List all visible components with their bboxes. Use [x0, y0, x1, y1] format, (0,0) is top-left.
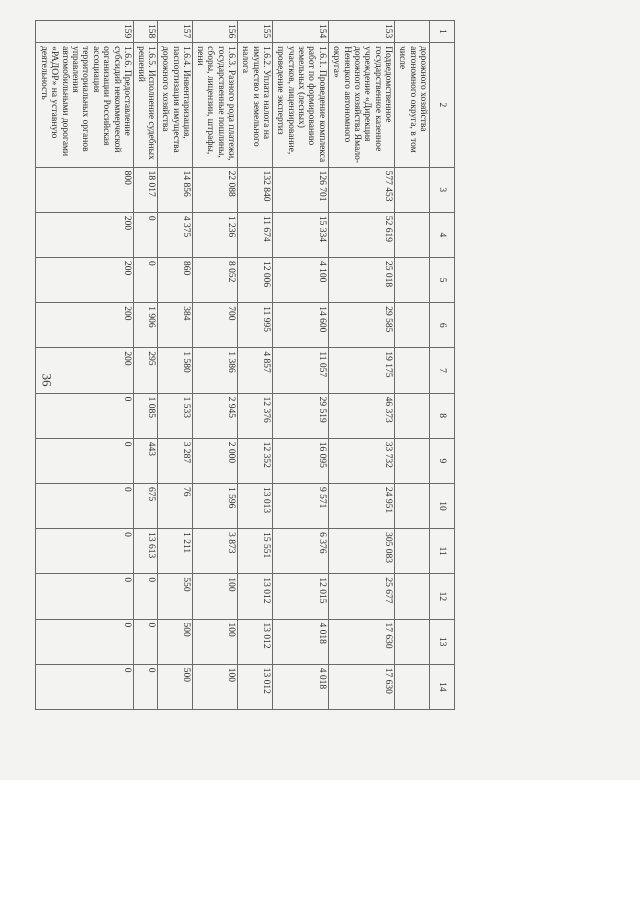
value-cell: 0	[134, 664, 158, 709]
value-cell: 17 630	[328, 664, 394, 709]
value-cell: 1 533	[158, 393, 193, 438]
row-number: 156	[193, 21, 238, 43]
value-cell: 0	[134, 258, 158, 303]
value-cell: 25 018	[328, 258, 394, 303]
row-name: 1.6.6. Предоставление субсидий некоммерческой организации Российская ассоциация территориальных органов управления автомобильными дорогами «РАДОР» на уставную деятельность	[36, 43, 134, 168]
value-cell: 12 352	[238, 438, 273, 483]
value-cell: 675	[134, 483, 158, 528]
value-cell: 24 951	[328, 483, 394, 528]
column-header: 8	[430, 393, 455, 438]
value-cell: 1 211	[158, 529, 193, 574]
value-cell: 4 100	[273, 258, 329, 303]
column-header: 6	[430, 303, 455, 348]
row-name: 1.6.4. Инвентаризация, паспортизация имущества дорожного хозяйства	[158, 43, 193, 168]
value-cell: 0	[36, 438, 134, 483]
value-cell: 16 095	[273, 438, 329, 483]
value-cell: 14 856	[158, 167, 193, 212]
column-header: 2	[430, 43, 455, 168]
value-cell: 19 175	[328, 348, 394, 393]
row-name: 1.6.1. Проведение комплекса работ по формированию земельных (лесных) участков, лицензирование, проведение экспертиз	[273, 43, 329, 168]
row-number	[395, 21, 430, 43]
value-cell: 700	[193, 303, 238, 348]
table-body	[36, 21, 430, 710]
value-cell	[395, 258, 430, 303]
value-cell: 52 619	[328, 212, 394, 257]
table-row	[238, 21, 273, 710]
value-cell: 443	[134, 438, 158, 483]
value-cell: 500	[158, 664, 193, 709]
value-cell: 15 334	[273, 212, 329, 257]
value-cell: 11 057	[273, 348, 329, 393]
value-cell: 3 873	[193, 529, 238, 574]
value-cell: 1 386	[193, 348, 238, 393]
value-cell: 800	[36, 167, 134, 212]
value-cell: 1 580	[158, 348, 193, 393]
value-cell: 0	[36, 574, 134, 619]
table-row	[395, 21, 430, 710]
value-cell: 126 701	[273, 167, 329, 212]
page-number: 36	[39, 373, 55, 387]
value-cell: 13 012	[238, 664, 273, 709]
value-cell: 33 732	[328, 438, 394, 483]
value-cell	[395, 574, 430, 619]
value-cell: 0	[36, 664, 134, 709]
value-cell: 1 085	[134, 393, 158, 438]
value-cell	[395, 212, 430, 257]
row-name: 1.6.2. Уплата налога на имущество и земельного налога	[238, 43, 273, 168]
value-cell	[395, 483, 430, 528]
column-header: 4	[430, 212, 455, 257]
row-number: 155	[238, 21, 273, 43]
value-cell: 200	[36, 303, 134, 348]
row-number: 154	[273, 21, 329, 43]
table-row	[36, 21, 134, 710]
value-cell: 29 585	[328, 303, 394, 348]
value-cell: 13 012	[238, 619, 273, 664]
value-cell: 13 613	[134, 529, 158, 574]
value-cell: 4 857	[238, 348, 273, 393]
value-cell: 1 596	[193, 483, 238, 528]
value-cell: 305 083	[328, 529, 394, 574]
row-number: 157	[158, 21, 193, 43]
row-number: 153	[328, 21, 394, 43]
column-header: 9	[430, 438, 455, 483]
column-header: 1	[430, 21, 455, 43]
value-cell	[395, 438, 430, 483]
column-header: 13	[430, 619, 455, 664]
value-cell: 3 287	[158, 438, 193, 483]
value-cell: 14 600	[273, 303, 329, 348]
value-cell: 100	[193, 664, 238, 709]
value-cell: 6 376	[273, 529, 329, 574]
value-cell: 2 945	[193, 393, 238, 438]
value-cell: 100	[193, 619, 238, 664]
column-header: 11	[430, 529, 455, 574]
table-row	[158, 21, 193, 710]
value-cell	[395, 167, 430, 212]
value-cell: 15 551	[238, 529, 273, 574]
value-cell: 18 017	[134, 167, 158, 212]
value-cell: 0	[36, 393, 134, 438]
value-cell: 4 375	[158, 212, 193, 257]
value-cell	[395, 303, 430, 348]
row-number: 158	[134, 21, 158, 43]
column-header: 3	[430, 167, 455, 212]
value-cell	[395, 619, 430, 664]
value-cell: 200	[36, 348, 134, 393]
value-cell: 4 018	[273, 664, 329, 709]
row-name: 1.6.3. Разного рода платежи, государственные пошлины, сборы, лицензии, штрафы, пени	[193, 43, 238, 168]
value-cell: 577 453	[328, 167, 394, 212]
value-cell: 0	[134, 619, 158, 664]
value-cell: 8 052	[193, 258, 238, 303]
value-cell: 13 013	[238, 483, 273, 528]
value-cell: 17 630	[328, 619, 394, 664]
value-cell	[395, 393, 430, 438]
table-row	[273, 21, 329, 710]
value-cell: 0	[36, 483, 134, 528]
value-cell: 13 012	[238, 574, 273, 619]
value-cell: 4 018	[273, 619, 329, 664]
value-cell: 100	[193, 574, 238, 619]
value-cell: 0	[134, 574, 158, 619]
row-name: 1.6.5. Исполнение судебных решений	[134, 43, 158, 168]
value-cell	[395, 664, 430, 709]
value-cell: 22 088	[193, 167, 238, 212]
value-cell: 25 677	[328, 574, 394, 619]
budget-table	[35, 20, 455, 710]
value-cell: 12 015	[273, 574, 329, 619]
value-cell: 46 373	[328, 393, 394, 438]
value-cell: 200	[36, 212, 134, 257]
value-cell: 11 995	[238, 303, 273, 348]
column-header: 7	[430, 348, 455, 393]
value-cell: 2 000	[193, 438, 238, 483]
value-cell: 860	[158, 258, 193, 303]
value-cell: 1 236	[193, 212, 238, 257]
column-header: 10	[430, 483, 455, 528]
value-cell: 0	[36, 619, 134, 664]
value-cell	[395, 529, 430, 574]
value-cell: 132 840	[238, 167, 273, 212]
column-header: 5	[430, 258, 455, 303]
value-cell: 29 519	[273, 393, 329, 438]
value-cell: 295	[134, 348, 158, 393]
value-cell: 200	[36, 258, 134, 303]
row-number: 159	[36, 21, 134, 43]
value-cell: 1 906	[134, 303, 158, 348]
table-row	[134, 21, 158, 710]
table-row	[328, 21, 394, 710]
value-cell: 0	[134, 212, 158, 257]
value-cell: 550	[158, 574, 193, 619]
column-header: 12	[430, 574, 455, 619]
header-row	[430, 21, 455, 710]
value-cell: 384	[158, 303, 193, 348]
value-cell: 9 571	[273, 483, 329, 528]
column-header: 14	[430, 664, 455, 709]
value-cell: 12 006	[238, 258, 273, 303]
value-cell: 12 376	[238, 393, 273, 438]
value-cell: 11 674	[238, 212, 273, 257]
row-name: Подведомственное государственное казенное учреждение «Дирекция дорожного хозяйства Ямало-Ненецкого автономного округа»	[328, 43, 394, 168]
value-cell: 0	[36, 529, 134, 574]
table-row	[193, 21, 238, 710]
value-cell: 500	[158, 619, 193, 664]
row-name: дорожного хозяйства автономного округа, в том числе	[395, 43, 430, 168]
value-cell	[395, 348, 430, 393]
rotated-table-container	[35, 20, 455, 710]
value-cell: 76	[158, 483, 193, 528]
